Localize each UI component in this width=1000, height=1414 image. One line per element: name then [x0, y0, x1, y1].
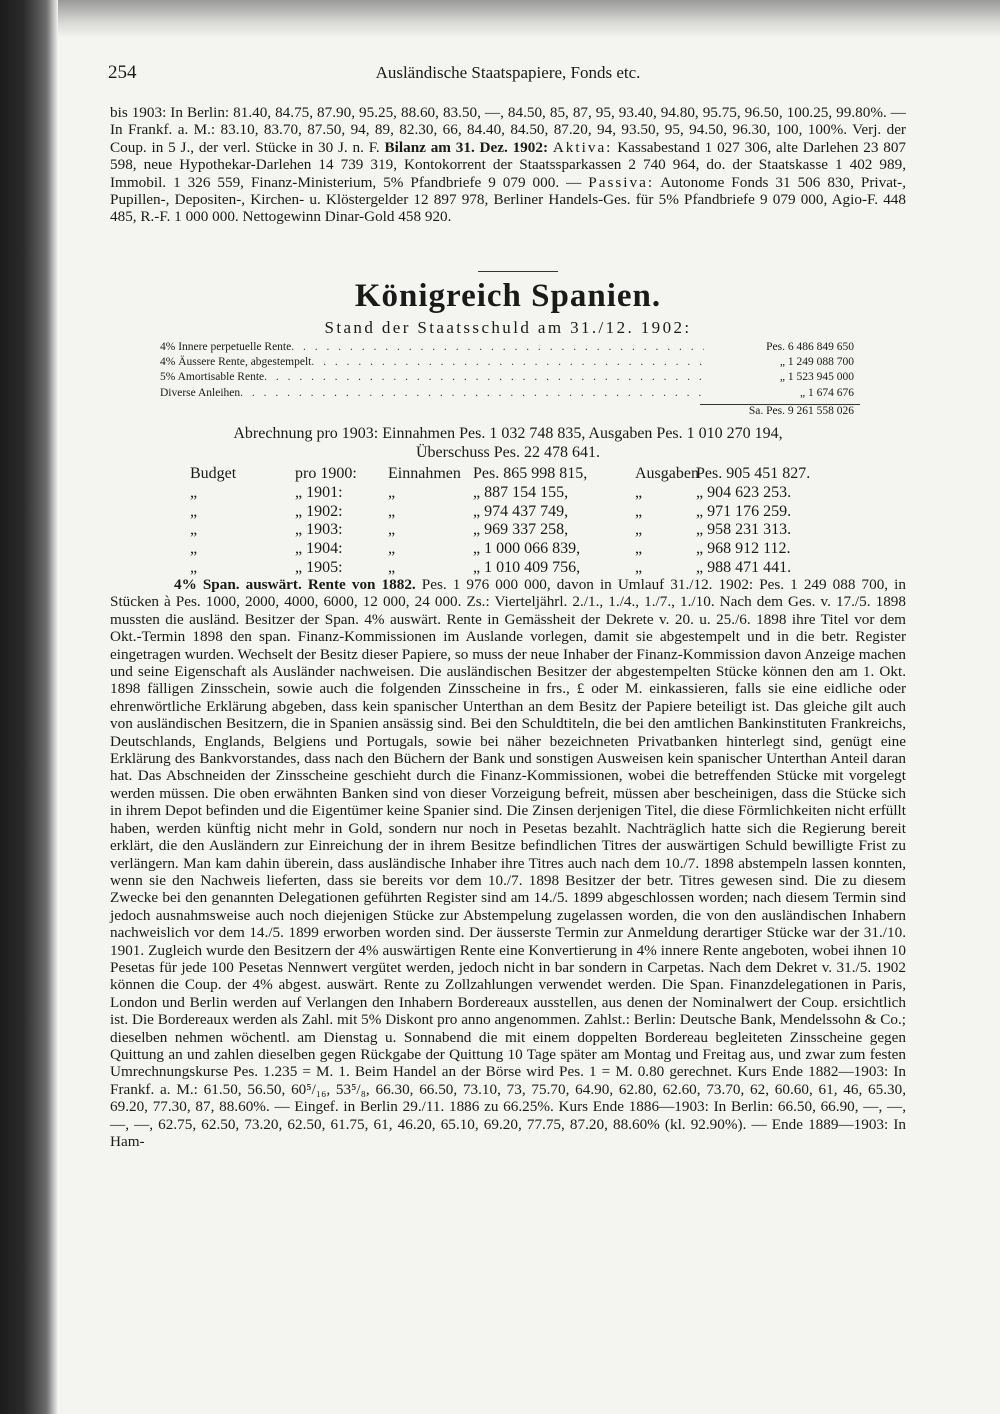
- abrechnung-block: [110, 425, 906, 462]
- debt-amount: „ 1 674 676: [800, 386, 854, 399]
- abrechnung-line: Abrechnung pro 1903: Einnahmen Pes. 1 032 748 835, Ausgaben Pes. 1 010 270 194,: [233, 425, 783, 442]
- budget-cell: „ 904 623 253.: [696, 483, 792, 501]
- passiva-label: Passiva:: [588, 173, 655, 191]
- budget-cell: „: [388, 540, 396, 558]
- debt-row: [160, 370, 854, 385]
- passiva-text: Autonome Fonds 31 506 830, Privat-, Pupillen-, Depositen-, Kirchen- u. Klöstergelder 12 897 978, Berliner Handels-Ges. für 5% Pfandbriefe 9 079 000, Agio-F. 448 485, R.-F. 1 000 000. Nettogewinn Dinar-Gold 458 920.: [110, 173, 907, 226]
- budget-cell: Pes. 865 998 815,: [473, 465, 588, 482]
- budget-cell: „ 1 010 409 756,: [473, 558, 581, 576]
- leader-dots: [311, 355, 704, 370]
- budget-cell: „: [388, 483, 396, 501]
- price-history-text: bis 1903: In Berlin: 81.40, 84.75, 87.90, 95.25, 88.60, 83.50, —, 84.50, 85, 87, 95, 93.40, 94.80, 95.75, 96.50, 100.25, 99.80%. — In Frankf. a. M.: 83.10, 83.70, 87.50, 94, 89, 82.30, 66, 84.40, 84.50, 87.20, 94, 93.50, 95, 94.50, 96.30, 100, 100%. Verj. der Coup. in 5 J., der verl. Stücke in 30 J. n. F.: [110, 104, 906, 156]
- rente-paragraph: [110, 576, 906, 1150]
- budget-cell: „ 971 176 259.: [696, 502, 792, 520]
- budget-cell: „ 1901:: [295, 483, 343, 501]
- rente-heading: 4% Span. auswärt. Rente von 1882.: [174, 576, 416, 593]
- budget-row: [110, 503, 906, 522]
- budget-cell: „: [388, 558, 396, 576]
- debt-amount: „ 1 249 088 700: [779, 356, 854, 369]
- debt-row: [160, 355, 854, 370]
- debt-label: 5% Amortisable Rente: [160, 371, 265, 384]
- section-title: Königreich Spanien.: [354, 278, 662, 314]
- budget-cell: „: [190, 483, 198, 501]
- bilanz-heading: Bilanz am 31. Dez. 1902:: [384, 138, 549, 156]
- budget-cell: „: [388, 521, 396, 539]
- budget-cell: „ 1902:: [295, 502, 343, 520]
- aktiva-label: Aktiva:: [552, 138, 613, 156]
- debt-table: [160, 340, 854, 401]
- budget-row: [110, 559, 906, 578]
- budget-cell: „ 1 000 066 839,: [473, 540, 581, 558]
- budget-table: [110, 465, 906, 578]
- budget-cell: Budget: [190, 465, 237, 482]
- budget-cell: „ 1905:: [295, 558, 343, 576]
- budget-cell: „ 974 437 749,: [473, 502, 569, 520]
- running-title: Ausländische Staatspapiere, Fonds etc.: [375, 63, 641, 82]
- abrechnung-line: Überschuss Pes. 22 478 641.: [416, 443, 600, 461]
- section-divider: [478, 271, 558, 272]
- budget-row: [110, 465, 906, 484]
- budget-row: [110, 521, 906, 540]
- budget-row: [110, 540, 906, 559]
- debt-label: Diverse Anleihen: [160, 386, 241, 399]
- rente-text: Pes. 1 976 000 000, davon in Umlauf 31./12. 1902: Pes. 1 249 088 700, in Stücken à Pes. 1000, 2000, 4000, 6000, 12 000, 24 000. Zs.: Vierteljährl. 2./1., 1./4., 1./7., 1./10. Nach dem Ges. v. 17./5. 1898 mussten die ausländ. Besitzer der Span. 4% auswärt. Rente in Gemässheit der Dekrete v. 20. u. 25./6. 1898 ihre Titel vor dem Okt.-Termin 1898 den span. Finanz-Kommissionen im Auslande vorlegen, damit sie abgestempelt und in die betr. Register eingetragen wurden. Wechselt der Besitz dieser Papiere, so muss der neue Inhaber der Finanz-Kommission davon Anzeige machen und seine Eigenschaft als Ausländer nachweisen. Die ausländischen Besitzer der abgestempelten Stücke können den am 1. Okt. 1898 fälligen Zinsschein, sowie auch die folgenden Zinsscheine in frs., £ oder M. einkassieren, falls sie eine eidliche oder ehrenwörtliche Erklärung abgeben, dass kein spanischer Unterthan an dem Besitz der Papiere beteiligt ist. Das gleiche gilt auch von ausländischen Besitzern, die in Spanien ansässig sind. Bei den Schuldtiteln, die bei den amtlichen Bankinstituten Frankreichs, Deutschlands, Englands, Belgiens und Portugals, sowie bei näher bezeichneten Privatbanken hinterlegt sind, genügt eine Erklärung des Bankvorstandes, dass nach den Büchern der Bank und sonstigen Ausweisen kein spanischer Unterthan Anteil daran hat. Das Abschneiden der Zinsscheine geschieht durch die Finanz-Kommissionen, wobei die betreffenden Stücke mit vorgelegt werden müssen. Die oben erwähnten Banken sind von dieser Vorzeigung befreit, müssen aber bescheinigen, dass die Stücke sich in ihrem Depot befinden und die Eigentümer keine Spanier sind. Die Zinsen derjenigen Titel, die diese Förmlichkeiten nicht erfüllt haben, werden künftig nicht mehr in Gold, sondern nur noch in Pesetas bezahlt. Nachträglich hatte sich die Regierung bereit erklärt, die den Ausländern zur Einreichung der in ihrem Besitze befindlichen Titres der auswärtigen Schuld bewilligte Frist zu verlängern. Man kam dahin überein, dass ausländische Inhaber ihre Titres auch nach dem 10./7. 1898 abstempeln lassen konnten, wenn sie den Nachweis lieferten, dass sie bereits vor dem 10./7. 1898 Besitzer der betr. Titres gewesen sind. Die zu diesem Zwecke bei den genannten Delegationen geführten Register sind am 14./5. 1899 abgeschlossen worden; nach diesem Termin sind jedoch ausnahmsweise auch noch diejenigen Stücke zur Abstempelung zugelassen worden, die von den ausländischen Inhabern nachweislich vor dem 14./5. 1899 erworben worden sind. Der äusserste Termin zur Anmeldung derartiger Stücke war der 31./10. 1901. Zugleich wurde den Besitzern der 4% auswärtigen Rente eine Konvertierung in 4% innere Rente angeboten, wobei ihnen 10 Pesetas für jede 100 Pesetas Nennwert vergütet werden, jedoch nicht in bar sondern in Carpetas. Nach dem Dekret v. 31./5. 1902 können die Coup. der 4% abgest. auswärt. Rente zu Zollzahlungen verwendet werden. Die Span. Finanzdelegationen in Paris, London und Berlin werden auf Verlangen den Inhabern Bordereaux ausstellen, aus denen der Nominalwert der Coup. ersichtlich ist. Die Bordereaux werden als Zahl. mit 5% Diskont pro anno angenommen. Zahlst.: Berlin: Deutsche Bank, Mendelssohn & Co.; dieselben nehmen wöchentl. am Dienstag u. Sonnabend die mit einem doppelten Bordereau begleiteten Zinsscheine gegen Quittung an und zahlen dieselben gegen Rückgabe der Quittung 10 Tage später am Montag und Freitag aus, und zwar zum festen Umrechnungskurse Pes. 1.235 = M. 1. Beim Handel an der Börse wird Pes. 1 = M. 0.80 gerechnet. Kurs Ende 1882—1903: In Frankf. a. M.: 61.50, 56.50, 60⁵/₁₆, 53⁵/₈, 66.30, 66.50, 73.10, 73, 75.70, 64.90, 62.80, 62.60, 73.70, 62, 60.60, 61, 46, 65.30, 69.20, 77.30, 87, 88.60%. — Eingef. in Berlin 29./11. 1886 zu 66.25%. Kurs Ende 1886—1903: In Berlin: 66.50, 66.90, —, —, —, —, 62.75, 62.50, 73.20, 62.50, 61.75, 61, 46.20, 65.10, 69.20, 77.75, 87.20, 88.60% (kl. 92.90%). — Ende 1889—1903: In Ham-: [110, 576, 906, 1150]
- aktiva-text: Kassabestand 1 027 306, alte Darlehen 23 807 598, neue Hypothekar-Darlehen 14 739 319, Kontokorrent der Staatssparkassen 2 740 964, do. der Staatskasse 1 402 989, Immobil. 1 326 559, Finanz-Ministerium, 5% Pfandbriefe 9 079 000. —: [110, 138, 907, 191]
- budget-cell: „ 1904:: [295, 540, 343, 558]
- budget-cell: „ 1903:: [295, 521, 343, 539]
- budget-cell: „: [635, 521, 643, 539]
- budget-cell: „: [635, 558, 643, 576]
- intro-paragraph: [110, 104, 906, 226]
- budget-cell: „ 887 154 155,: [473, 483, 569, 501]
- scan-top-shadow: [58, 0, 1000, 38]
- leader-dots: [291, 340, 704, 355]
- budget-cell: „: [635, 483, 643, 501]
- budget-cell: „: [190, 521, 198, 539]
- page-header: [108, 62, 908, 86]
- budget-cell: „: [190, 540, 198, 558]
- budget-cell: Ausgaben: [635, 465, 699, 482]
- budget-cell: „: [388, 502, 396, 520]
- budget-cell: pro 1900:: [295, 465, 357, 482]
- debt-label: 4% Äussere Rente, abgestempelt: [160, 356, 312, 369]
- budget-cell: „ 988 471 441.: [696, 558, 792, 576]
- leader-dots: [264, 370, 704, 385]
- budget-cell: „ 968 912 112.: [696, 540, 791, 558]
- debt-total: Sa. Pes. 9 261 558 026: [748, 405, 854, 417]
- debt-label: 4% Innere perpetuelle Rente: [160, 341, 292, 353]
- budget-cell: Einnahmen: [388, 465, 461, 482]
- budget-cell: „ 969 337 258,: [473, 521, 569, 539]
- budget-cell: „: [190, 502, 198, 520]
- section-subtitle: Stand der Staatsschuld am 31./12. 1902:: [324, 318, 692, 337]
- debt-amount: „ 1 523 945 000: [779, 371, 854, 384]
- budget-cell: „: [190, 558, 198, 576]
- leader-dots: [240, 386, 704, 401]
- debt-amount: Pes. 6 486 849 650: [766, 341, 854, 353]
- debt-row: [160, 340, 854, 355]
- scan-edge-shadow: [0, 0, 58, 1414]
- budget-cell: „: [635, 540, 643, 558]
- debt-row: [160, 386, 854, 401]
- page-number: 254: [108, 62, 137, 83]
- budget-cell: Pes. 905 451 827.: [696, 465, 811, 482]
- budget-cell: „ 958 231 313.: [696, 521, 792, 539]
- budget-row: [110, 484, 906, 503]
- budget-cell: „: [635, 502, 643, 520]
